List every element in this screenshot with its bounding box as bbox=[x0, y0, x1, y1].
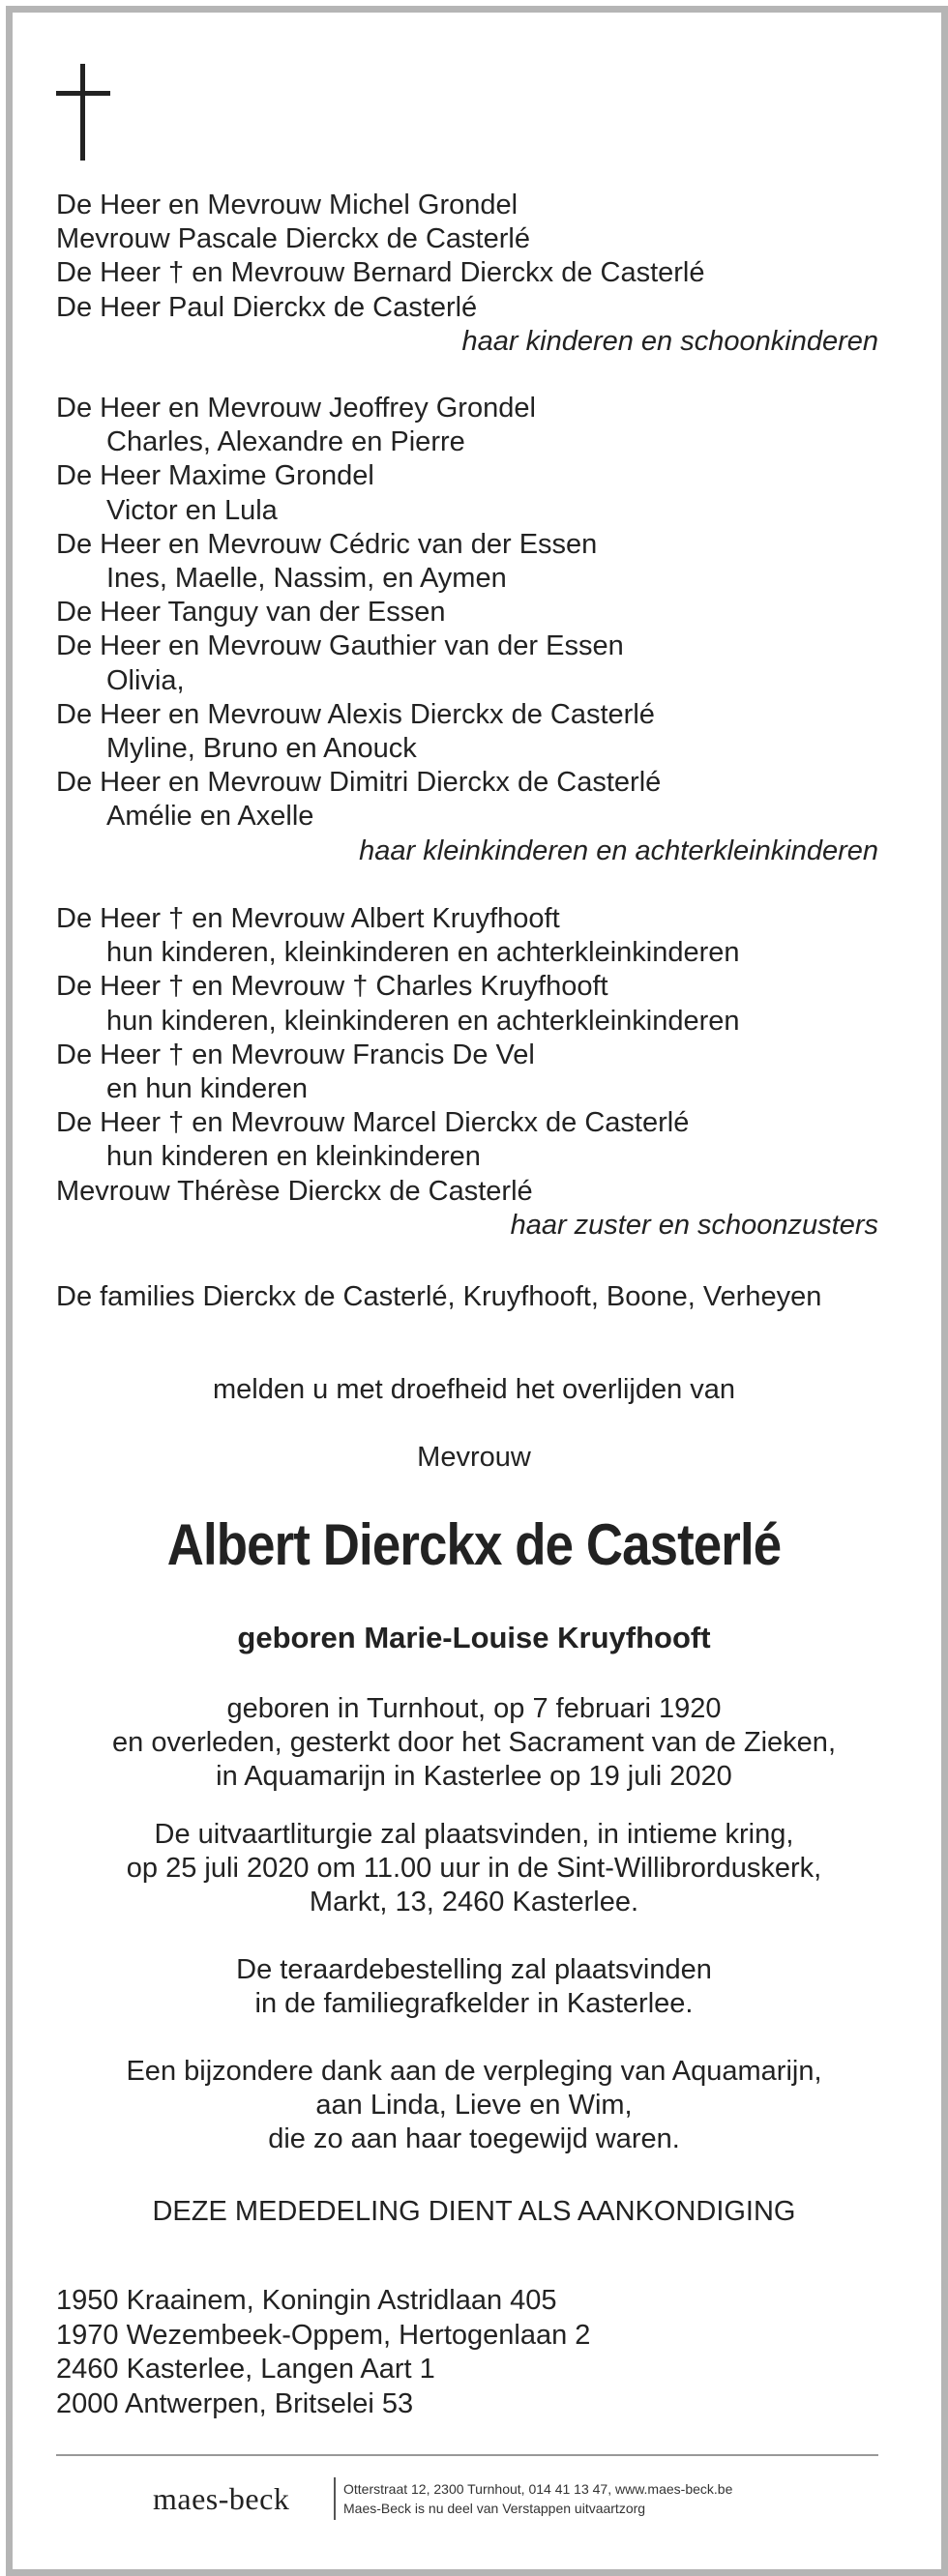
families-text: De families Dierckx de Casterlé, Kruyfhooft, Boone, Verheyen bbox=[56, 1281, 822, 1312]
birth-death-block bbox=[39, 1692, 909, 1795]
footer-info bbox=[343, 2479, 732, 2518]
footer-separator bbox=[334, 2477, 336, 2520]
family-line: Olivia, bbox=[106, 664, 185, 696]
family-line: De Heer en Mevrouw Jeoffrey Grondel bbox=[56, 393, 536, 424]
family-line: De Heer † en Mevrouw Bernard Dierckx de Casterlé bbox=[56, 257, 705, 289]
burial-line: De teraardebestelling zal plaatsvinden bbox=[236, 1954, 712, 1985]
family-line: hun kinderen, kleinkinderen en achterkleinkinderen bbox=[106, 937, 740, 969]
thanks-block bbox=[39, 2055, 909, 2157]
family-line: en hun kinderen bbox=[106, 1073, 308, 1105]
family-line: hun kinderen en kleinkinderen bbox=[106, 1141, 481, 1173]
thanks-line: aan Linda, Lieve en Wim, bbox=[315, 2090, 633, 2122]
birth-death-line: geboren in Turnhout, op 7 februari 1920 bbox=[226, 1693, 722, 1724]
family-group-children bbox=[56, 189, 878, 359]
brand-logo: maes-beck bbox=[153, 2481, 290, 2516]
family-line: Victor en Lula bbox=[106, 494, 278, 526]
family-line: De Heer en Mevrouw Cédric van der Essen bbox=[56, 528, 598, 560]
funeral-block bbox=[39, 1818, 909, 1920]
announce-text: melden u met droefheid het overlijden van bbox=[212, 1374, 736, 1405]
family-group-grandchildren bbox=[56, 392, 878, 868]
burial-block bbox=[39, 1953, 909, 2021]
funeral-line: op 25 juli 2020 om 11.00 uur in de Sint-Willibrorduskerk, bbox=[126, 1853, 822, 1885]
family-line: De Heer en Mevrouw Gauthier van der Essen bbox=[56, 630, 624, 662]
family-line: De Heer en Mevrouw Alexis Dierckx de Casterlé bbox=[56, 698, 655, 730]
family-line: De Heer en Mevrouw Dimitri Dierckx de Casterlé bbox=[56, 767, 662, 799]
address-block bbox=[56, 2284, 878, 2421]
family-line: De Heer † en Mevrouw Albert Kruyfhooft bbox=[56, 903, 560, 934]
family-line: De Heer † en Mevrouw Francis De Vel bbox=[56, 1039, 535, 1070]
family-line: hun kinderen, kleinkinderen en achterkleinkinderen bbox=[106, 1005, 740, 1037]
funeral-line: Markt, 13, 2460 Kasterlee. bbox=[309, 1887, 639, 1918]
address-line: 1970 Wezembeek-Oppem, Hertogenlaan 2 bbox=[56, 2319, 591, 2351]
footer-note: Maes-Beck is nu deel van Verstappen uitvaartzorg bbox=[343, 2501, 646, 2516]
cross-icon bbox=[56, 64, 110, 161]
family-line: Amélie en Axelle bbox=[106, 801, 314, 833]
thanks-line: die zo aan haar toegewijd waren. bbox=[268, 2123, 680, 2155]
address-line: 1950 Kraainem, Koningin Astridlaan 405 bbox=[56, 2285, 557, 2316]
families-line bbox=[56, 1280, 878, 1314]
relation-label: haar zuster en schoonzusters bbox=[510, 1209, 878, 1241]
family-line: De Heer en Mevrouw Michel Grondel bbox=[56, 190, 518, 220]
funeral-line: De uitvaartliturgie zal plaatsvinden, in intieme kring, bbox=[154, 1819, 794, 1850]
address-line: 2460 Kasterlee, Langen Aart 1 bbox=[56, 2354, 435, 2385]
notice-text: DEZE MEDEDELING DIENT ALS AANKONDIGING bbox=[152, 2196, 796, 2227]
born-name: geboren Marie-Louise Kruyfhooft bbox=[237, 1621, 711, 1654]
family-line: De Heer Maxime Grondel bbox=[56, 460, 374, 492]
family-line: Mevrouw Thérèse Dierckx de Casterlé bbox=[56, 1175, 533, 1207]
relation-label: haar kleinkinderen en achterkleinkinderen bbox=[359, 834, 878, 866]
family-line: De Heer † en Mevrouw Marcel Dierckx de Casterlé bbox=[56, 1107, 690, 1139]
family-line: Ines, Maelle, Nassim, en Aymen bbox=[106, 563, 507, 595]
family-group-siblings bbox=[56, 902, 878, 1243]
footer-contact: Otterstraat 12, 2300 Turnhout, 014 41 13 47, www.maes-beck.be bbox=[343, 2481, 733, 2497]
family-line: Mevrouw Pascale Dierckx de Casterlé bbox=[56, 223, 530, 255]
footer-divider bbox=[56, 2454, 878, 2456]
burial-line: in de familiegrafkelder in Kasterlee. bbox=[254, 1988, 694, 2020]
address-line: 2000 Antwerpen, Britselei 53 bbox=[56, 2387, 414, 2419]
birth-death-line: in Aquamarijn in Kasterlee op 19 juli 2020 bbox=[216, 1761, 732, 1793]
family-line: De Heer Tanguy van der Essen bbox=[56, 597, 446, 629]
deceased-name: Albert Dierckx de Casterlé bbox=[166, 1512, 782, 1577]
birth-death-line: en overleden, gesterkt door het Sacrament van de Zieken, bbox=[112, 1727, 836, 1759]
relation-label: haar kinderen en schoonkinderen bbox=[461, 325, 878, 357]
family-line: De Heer † en Mevrouw † Charles Kruyfhooft bbox=[56, 971, 608, 1003]
salutation: Mevrouw bbox=[417, 1442, 531, 1473]
family-line: Charles, Alexandre en Pierre bbox=[106, 426, 465, 458]
family-line: De Heer Paul Dierckx de Casterlé bbox=[56, 291, 478, 323]
family-line: Myline, Bruno en Anouck bbox=[106, 733, 417, 765]
thanks-line: Een bijzondere dank aan de verpleging van Aquamarijn, bbox=[126, 2056, 822, 2087]
